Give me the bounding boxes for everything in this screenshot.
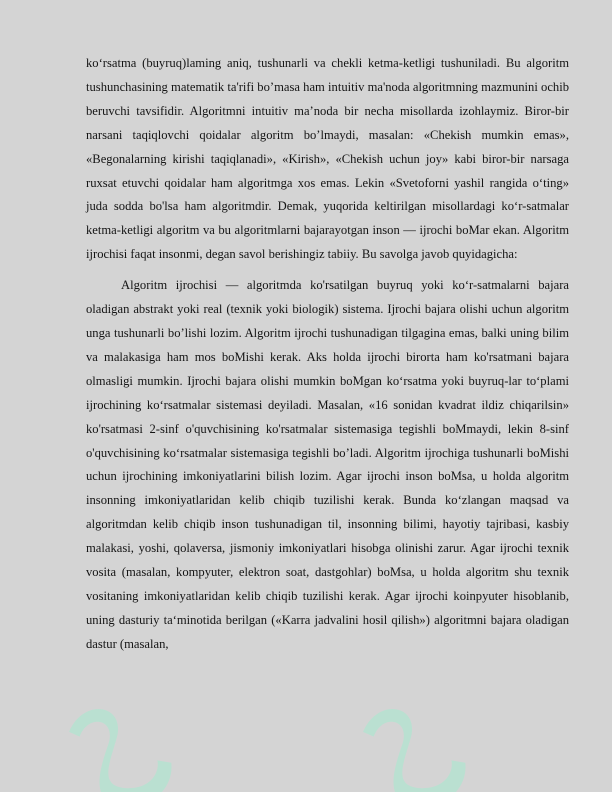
paragraph-2: Algoritm ijrochisi — algoritmda ko'rsatilgan buyruq yoki ko‘r-satmalarni bajara oladigan abstrakt yoki real (texnik yoki biologik) sistema. Ijrochi bajara olishi uchun algoritm unga tushunarli bo’lishi lozim. Algoritm ijrochi tushunadigan tilgagina emas, balki uning bilim va malakasiga ham mos boMishi kerak. Aks holda ijrochi birorta ham ko'rsatmani bajara olmasligi mumkin. Ijrochi bajara olishi mumkin boMgan ko‘rsatma yoki buyruq-lar to‘plami ijrochining ko‘rsatmalar sistemasi deyiladi. Masalan, «16 sonidan kvadrat ildiz chiqarilsin» ko'rsatmasi 2-sinf o'quvchisining ko'rsatmalar sistemasiga tegishli boMmaydi, lekin 8-sinf o'quvchisining ko‘rsatmalar sistemasiga tegishli bo’ladi. Algoritm ijrochiga tushunarli boMishi uchun ijrochining imkoniyatlarini bilish lozim. Agar ijrochi inson boMsa, u holda algoritm insonning imkoniyatlaridan kelib chiqib tuzilishi kerak. Bunda ko‘zlangan maqsad va algoritmdan kelib chiqib inson tushunadigan til, insonning bilimi, hayotiy tajribasi, kasbiy malakasi, yoshi, qolaversa, jismoniy imkoniyatlari hisobga olinishi zarur. Agar ijrochi texnik vosita (masalan, kompyuter, elektron soat, dastgohlar) boMsa, u holda algoritm shu texnik vositaning imkoniyatlaridan kelib chiqib tuzilishi kerak. Agar ijrochi koinpyuter hisoblanib, uning dasturiy ta‘minotida berilgan («Karra jadvalini hosil qilish») algoritmni bajara oladigan dastur (masalan, [86,278,569,651]
document-body [86,52,569,657]
logo-watermark-icon [58,689,477,792]
paragraph-1: ko‘rsatma (buyruq)laming aniq, tushunarli va chekli ketma-ketligi tushuniladi. Bu algoritm tushunchasining matematik ta'rifi bo’masa ham intuitiv ma'noda algoritmning mazmunini ochib beruvchi tavsifidir. Algoritmni intuitiv ma’noda bir necha misollarda izohlaymiz. Biror-bir narsani taqiqlovchi qoidalar algoritm bo’lmaydi, masalan: «Chekish mumkin emas», «Begonalarning kirishi taqiqlanadi», «Kirish», «Chekish uchun joy» kabi biror-bir narsaga ruxsat etuvchi qoidalar ham algoritmga xos emas. Lekin «Svetoforni yashil rangida o‘ting» juda sodda bo'lsa ham algoritmdir. Demak, yuqorida keltirilgan misollardagi ko‘r-satmalar ketma-ketligi algoritm va bu algoritmlarni bajarayotgan inson — ijrochi boMar ekan. Algoritm ijrochisi faqat insonmi, degan savol berishingiz tabiiy. Bu savolga javob quyidagicha: [86,56,569,262]
